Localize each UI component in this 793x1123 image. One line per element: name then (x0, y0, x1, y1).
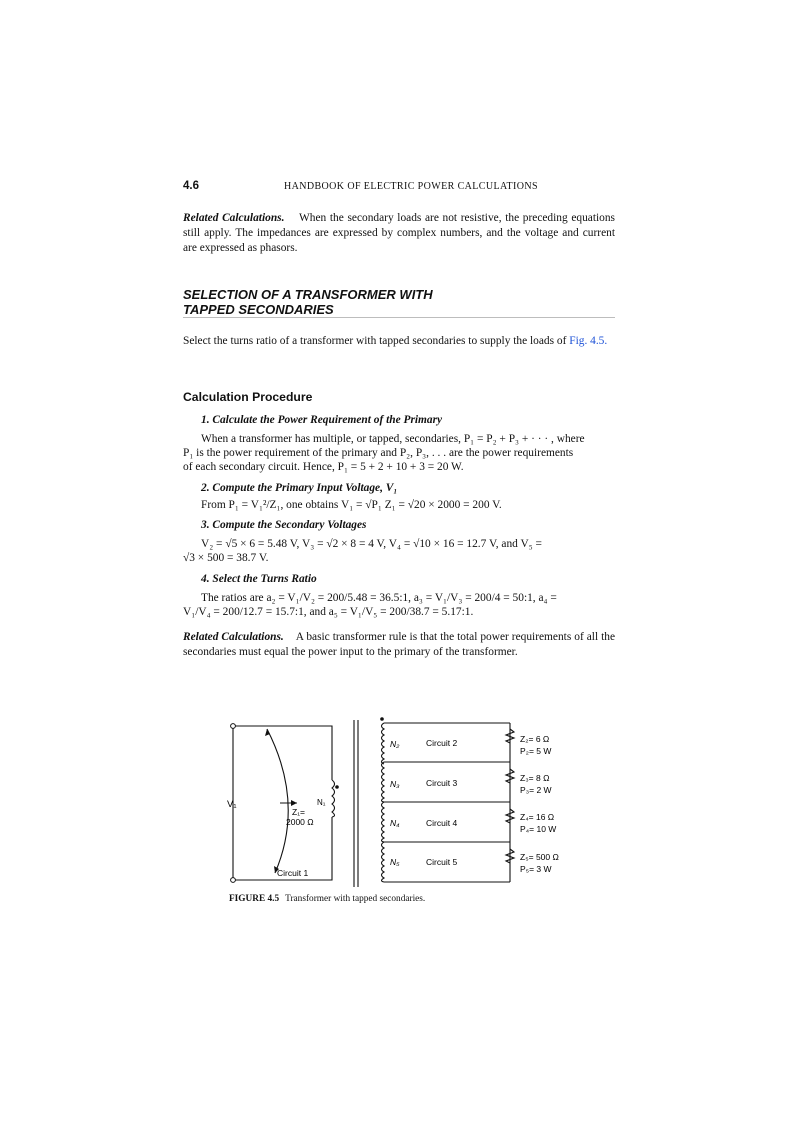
step-4-title: 4. Select the Turns Ratio (201, 573, 317, 585)
secondary-coil-3 (382, 762, 385, 802)
terminal-bottom (231, 878, 236, 883)
related-calculations-paragraph-2 (183, 630, 615, 660)
step-3-line-1: V₂ = √5 × 6 = 5.48 V, V₃ = √2 × 8 = 4 V, V₄ = √10 × 16 = 12.7 V, and V₅ = (201, 538, 542, 550)
current-arc (267, 729, 288, 873)
circuit-3-label: Circuit 3 (426, 778, 458, 788)
page-number: 4.6 (183, 180, 199, 192)
step-4-line-1: The ratios are a₂ = V₁/V₂ = 200/5.48 = 36.5:1, a₃ = V₁/V₃ = 200/4 = 50:1, a₄ = (201, 592, 557, 604)
section-title-line-1: SELECTION OF A TRANSFORMER WITH (183, 287, 433, 302)
n5-label: N₅ (390, 857, 400, 867)
related-calculations-text: When the secondary loads are not resistive, the preceding equations still apply. The impedances are expressed by complex numbers, and the voltage and current are expressed as phasors. (183, 212, 615, 255)
circuit-1-label: Circuit 1 (277, 868, 309, 878)
p3-label: P₃= 2 W (520, 785, 552, 795)
step-2-title: 2. Compute the Primary Input Voltage, V₁ (201, 482, 398, 494)
secondary-coil-5 (382, 842, 385, 882)
current-arrowhead (291, 800, 297, 806)
p5-label: P₅= 3 W (520, 864, 552, 874)
n4-label: N₄ (390, 818, 400, 828)
step-2-line-1: From P₁ = V₁²/Z₁, one obtains V₁ = √P₁ Z₁ = √20 × 2000 = 200 V. (201, 499, 502, 511)
primary-dot-marker (335, 785, 339, 789)
n3-label: N₃ (390, 779, 400, 789)
procedure-heading: Calculation Procedure (183, 390, 313, 404)
step-3-line-2: √3 × 500 = 38.7 V. (183, 552, 269, 564)
related-calculations-label-2: Related Calculations. (183, 631, 284, 643)
n1-label: N₁ (317, 798, 326, 807)
z1-value-label: 2000 Ω (286, 817, 314, 827)
related-calculations-paragraph-1 (183, 211, 615, 257)
step-1-line-2: P₁ is the power requirement of the primary and P₂, P₃, . . . are the power requirements (183, 447, 574, 459)
secondary-dot-marker (380, 717, 384, 721)
z5-label: Z₅= 500 Ω (520, 852, 559, 862)
step-1-title: 1. Calculate the Power Requirement of the Primary (201, 414, 443, 426)
step-4-line-2: V₁/V₄ = 200/12.7 = 15.7:1, and a₅ = V₁/V₅ = 200/38.7 = 5.17:1. (183, 606, 474, 618)
related-calculations-text-2: A basic transformer rule is that the total power requirements of all the secondaries must equal the power input to the primary of the transformer. (183, 631, 616, 659)
p4-label: P₄= 10 W (520, 824, 557, 834)
z3-label: Z₃= 8 Ω (520, 773, 550, 783)
z2-label: Z₂= 6 Ω (520, 734, 550, 744)
secondary-coil-4 (382, 802, 385, 842)
circuit-4-label: Circuit 4 (426, 818, 458, 828)
z1-label: Z₁= (292, 807, 306, 817)
terminal-top (231, 724, 236, 729)
intro-paragraph (183, 334, 615, 349)
p2-label: P₂= 5 W (520, 746, 552, 756)
figure-caption-label: FIGURE 4.5 (229, 894, 280, 904)
transformer-figure (225, 715, 585, 890)
intro-text: Select the turns ratio of a transformer with tapped secondaries to supply the loads of (183, 335, 567, 347)
section-divider (183, 317, 615, 318)
running-title: HANDBOOK OF ELECTRIC POWER CALCULATIONS (284, 181, 538, 192)
circuit-5-label: Circuit 5 (426, 857, 458, 867)
z4-label: Z₄= 16 Ω (520, 812, 555, 822)
figure-caption (229, 894, 425, 904)
v1-label: V₁ (227, 799, 237, 810)
secondary-coil-2 (382, 723, 385, 764)
step-1-line-3: of each secondary circuit. Hence, P₁ = 5 + 2 + 10 + 3 = 20 W. (183, 461, 464, 473)
step-3-title: 3. Compute the Secondary Voltages (201, 519, 367, 531)
figure-caption-text: Transformer with tapped secondaries. (285, 894, 426, 904)
running-header (183, 180, 615, 196)
figure-link[interactable]: Fig. 4.5. (569, 335, 608, 347)
section-title-line-2: TAPPED SECONDARIES (183, 302, 334, 317)
primary-top-wire (233, 726, 332, 780)
section-title (183, 287, 615, 317)
n2-label: N₂ (390, 739, 400, 749)
related-calculations-label: Related Calculations. (183, 212, 285, 224)
step-1-line-1: When a transformer has multiple, or tapped, secondaries, P₁ = P₂ + P₃ + · · · , where (201, 433, 585, 445)
primary-coil (332, 780, 335, 817)
circuit-2-label: Circuit 2 (426, 738, 458, 748)
